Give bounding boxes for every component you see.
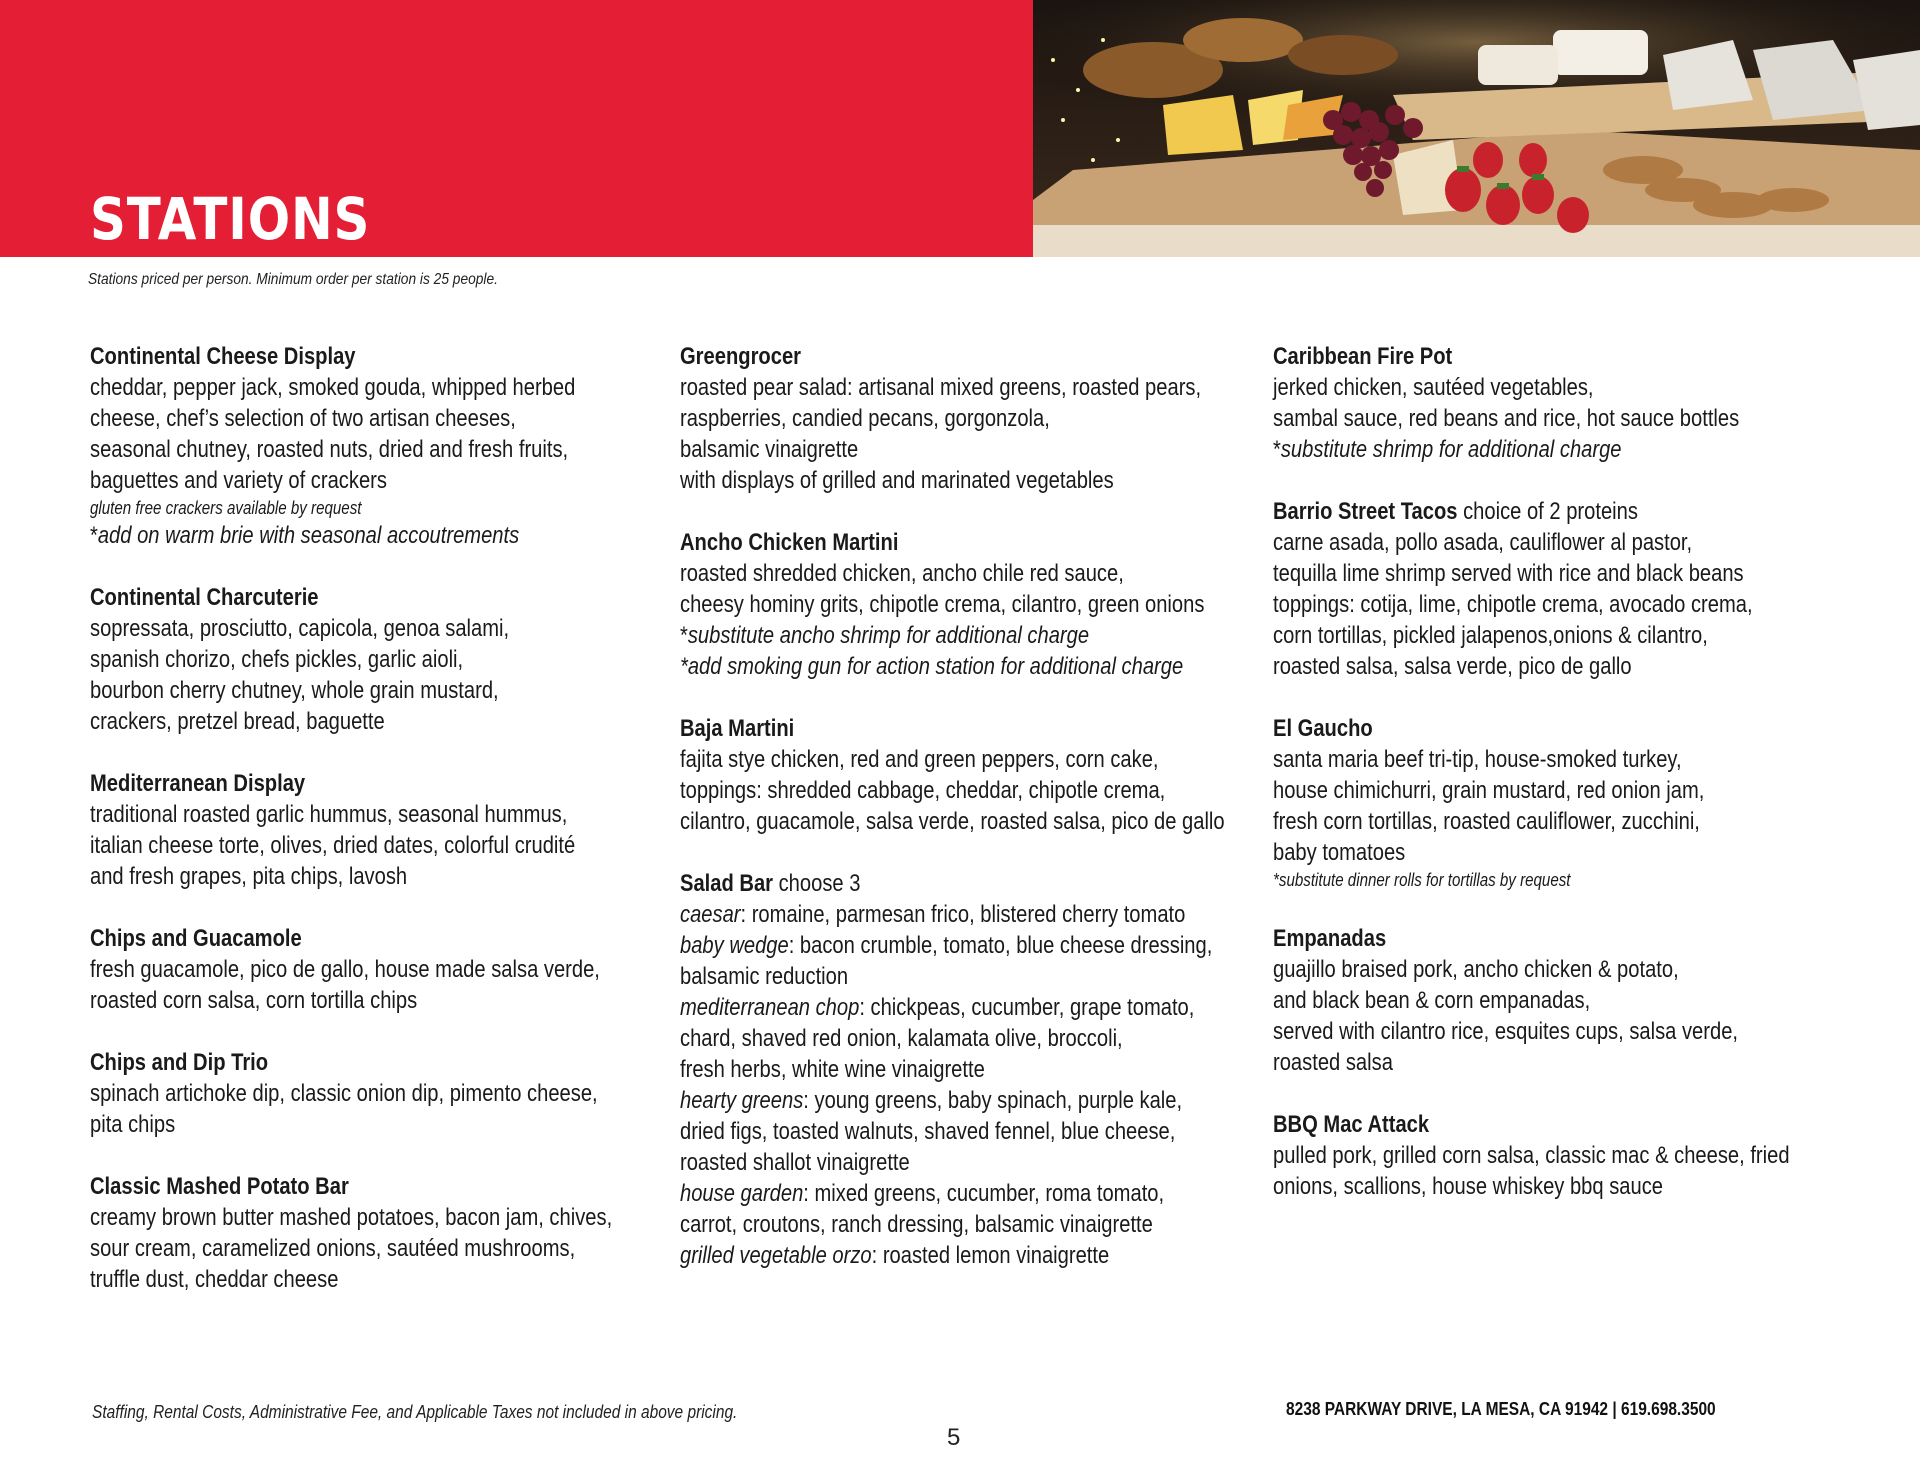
station-line: house chimichurri, grain mustard, red onion jam,	[1273, 777, 1705, 804]
station-title: Ancho Chicken Martini	[680, 529, 899, 556]
station-title: Continental Charcuterie	[90, 584, 319, 611]
addon-text: substitute shrimp for additional charge	[1280, 436, 1622, 463]
salad-option	[680, 1240, 1150, 1271]
addon-text: add on warm brie with seasonal accoutrements	[97, 522, 520, 549]
page-number: 5	[947, 1424, 961, 1451]
salad-option	[680, 1085, 1183, 1116]
station-continental-cheese-display	[90, 341, 650, 551]
station-line: pita chips	[90, 1111, 176, 1138]
station-line: baby tomatoes	[1273, 839, 1406, 866]
station-title: Empanadas	[1273, 925, 1387, 952]
pricing-subnote: Stations priced per person. Minimum order per station is 25 people.	[88, 271, 498, 288]
station-title: Chips and Dip Trio	[90, 1049, 269, 1076]
salad-line: dried figs, toasted walnuts, shaved fennel, blue cheese,	[680, 1118, 1176, 1145]
station-line: seasonal chutney, roasted nuts, dried and fresh fruits,	[90, 436, 569, 463]
salad-text: : chickpeas, cucumber, grape tomato,	[859, 994, 1195, 1021]
station-caribbean-fire-pot	[1273, 341, 1833, 465]
station-line: carne asada, pollo asada, cauliflower al pastor,	[1273, 529, 1693, 556]
station-line: pulled pork, grilled corn salsa, classic mac & cheese, fried	[1273, 1142, 1790, 1169]
station-title-suffix: choose 3	[773, 870, 861, 897]
station-line: fresh corn tortillas, roasted cauliflower, zucchini,	[1273, 808, 1700, 835]
salad-line: fresh herbs, white wine vinaigrette	[680, 1056, 985, 1083]
station-title: Salad Bar	[680, 870, 774, 897]
station-title: El Gaucho	[1273, 715, 1373, 742]
station-line: italian cheese torte, olives, dried dates, colorful crudité	[90, 832, 576, 859]
salad-name: hearty greens	[680, 1087, 804, 1114]
salad-text: : roasted lemon vinaigrette	[871, 1242, 1110, 1269]
station-title: Baja Martini	[680, 715, 795, 742]
station-line: sambal sauce, red beans and rice, hot sauce bottles	[1273, 405, 1740, 432]
salad-line: balsamic reduction	[680, 963, 849, 990]
station-line: tequilla lime shrimp served with rice and black beans	[1273, 560, 1744, 587]
station-small-note: *substitute dinner rolls for tortillas by request	[1273, 870, 1571, 890]
station-addon	[1273, 434, 1743, 465]
salad-text: : romaine, parmesan frico, blistered cherry tomato	[740, 901, 1186, 928]
menu-column-2	[680, 341, 1240, 1302]
footer-address: 8238 PARKWAY DRIVE, LA MESA, CA 91942 | 619.698.3500	[1286, 1399, 1716, 1419]
station-line: toppings: shredded cabbage, cheddar, chipotle crema,	[680, 777, 1166, 804]
salad-text: : young greens, baby spinach, purple kale,	[803, 1087, 1183, 1114]
station-title: Mediterranean Display	[90, 770, 306, 797]
station-title: BBQ Mac Attack	[1273, 1111, 1430, 1138]
salad-name: caesar	[680, 901, 741, 928]
footer-pricing-note: Staffing, Rental Costs, Administrative Fee, and Applicable Taxes not included in above pricing.	[92, 1402, 738, 1422]
station-line: onions, scallions, house whiskey bbq sauce	[1273, 1173, 1663, 1200]
station-small-note: gluten free crackers available by request	[90, 498, 362, 518]
station-line: santa maria beef tri-tip, house-smoked turkey,	[1273, 746, 1682, 773]
station-classic-mashed-potato-bar	[90, 1171, 650, 1295]
station-line: toppings: cotija, lime, chipotle crema, avocado crema,	[1273, 591, 1753, 618]
salad-option	[680, 992, 1195, 1023]
station-line: bourbon cherry chutney, whole grain mustard,	[90, 677, 499, 704]
station-line: truffle dust, cheddar cheese	[90, 1266, 339, 1293]
station-title: Greengrocer	[680, 343, 802, 370]
salad-option	[680, 1178, 1165, 1209]
station-line: spinach artichoke dip, classic onion dip, pimento cheese,	[90, 1080, 598, 1107]
station-line: roasted corn salsa, corn tortilla chips	[90, 987, 418, 1014]
station-title: Classic Mashed Potato Bar	[90, 1173, 349, 1200]
salad-text: : mixed greens, cucumber, roma tomato,	[803, 1180, 1165, 1207]
station-line: roasted pear salad: artisanal mixed greens, roasted pears,	[680, 374, 1202, 401]
salad-line: carrot, croutons, ranch dressing, balsamic vinaigrette	[680, 1211, 1153, 1238]
page-title: STATIONS	[90, 185, 371, 253]
station-continental-charcuterie	[90, 582, 650, 737]
station-line: served with cilantro rice, esquites cups, salsa verde,	[1273, 1018, 1739, 1045]
station-mediterranean-display	[90, 768, 650, 892]
station-title: Caribbean Fire Pot	[1273, 343, 1453, 370]
station-line: roasted salsa, salsa verde, pico de gallo	[1273, 653, 1632, 680]
station-title-suffix: choice of 2 proteins	[1457, 498, 1638, 525]
station-line: corn tortillas, pickled jalapenos,onions & cilantro,	[1273, 622, 1708, 649]
station-salad-bar	[680, 868, 1240, 1271]
station-title: Chips and Guacamole	[90, 925, 302, 952]
addon-prefix: *	[680, 622, 688, 649]
station-addon	[680, 620, 1150, 651]
salad-option	[680, 930, 1213, 961]
station-line: and fresh grapes, pita chips, lavosh	[90, 863, 408, 890]
station-barrio-street-tacos	[1273, 496, 1833, 682]
station-line: crackers, pretzel bread, baguette	[90, 708, 385, 735]
station-line: cheesy hominy grits, chipotle crema, cilantro, green onions	[680, 591, 1205, 618]
station-line: guajillo braised pork, ancho chicken & potato,	[1273, 956, 1679, 983]
station-line: roasted salsa	[1273, 1049, 1393, 1076]
station-line: traditional roasted garlic hummus, seasonal hummus,	[90, 801, 568, 828]
station-addon	[90, 520, 560, 551]
station-title: Barrio Street Tacos	[1273, 498, 1458, 525]
station-chips-and-dip-trio	[90, 1047, 650, 1140]
salad-line: chard, shaved red onion, kalamata olive, broccoli,	[680, 1025, 1123, 1052]
station-line: sopressata, prosciutto, capicola, genoa salami,	[90, 615, 510, 642]
station-baja-martini	[680, 713, 1240, 837]
station-line: raspberries, candied pecans, gorgonzola,	[680, 405, 1050, 432]
addon-prefix: *	[90, 522, 98, 549]
addon-prefix: *	[1273, 436, 1281, 463]
station-line: jerked chicken, sautéed vegetables,	[1273, 374, 1594, 401]
station-title-row	[1273, 496, 1743, 527]
salad-name: mediterranean chop	[680, 994, 860, 1021]
station-line: and black bean & corn empanadas,	[1273, 987, 1591, 1014]
station-line: sour cream, caramelized onions, sautéed mushrooms,	[90, 1235, 576, 1262]
station-line: fajita stye chicken, red and green peppers, corn cake,	[680, 746, 1159, 773]
station-title-row	[680, 868, 1150, 899]
salad-option	[680, 899, 1186, 930]
station-title: Continental Cheese Display	[90, 343, 356, 370]
station-line: roasted shredded chicken, ancho chile red sauce,	[680, 560, 1124, 587]
station-bbq-mac-attack	[1273, 1109, 1833, 1202]
station-el-gaucho	[1273, 713, 1833, 892]
salad-text: : bacon crumble, tomato, blue cheese dressing,	[788, 932, 1213, 959]
salad-name: grilled vegetable orzo	[680, 1242, 872, 1269]
station-line: cilantro, guacamole, salsa verde, roasted salsa, pico de gallo	[680, 808, 1225, 835]
salad-name: house garden	[680, 1180, 804, 1207]
station-line: cheese, chef’s selection of two artisan cheeses,	[90, 405, 516, 432]
station-line: spanish chorizo, chefs pickles, garlic aioli,	[90, 646, 464, 673]
station-line: creamy brown butter mashed potatoes, bacon jam, chives,	[90, 1204, 613, 1231]
station-line: fresh guacamole, pico de gallo, house made salsa verde,	[90, 956, 600, 983]
station-line: baguettes and variety of crackers	[90, 467, 387, 494]
station-line: with displays of grilled and marinated vegetables	[680, 467, 1114, 494]
addon-text: substitute ancho shrimp for additional charge	[687, 622, 1090, 649]
salad-line: roasted shallot vinaigrette	[680, 1149, 910, 1176]
station-greengrocer	[680, 341, 1240, 496]
menu-column-1	[90, 341, 650, 1326]
station-chips-and-guacamole	[90, 923, 650, 1016]
station-line: balsamic vinaigrette	[680, 436, 859, 463]
station-empanadas	[1273, 923, 1833, 1078]
station-ancho-chicken-martini	[680, 527, 1240, 682]
station-line: cheddar, pepper jack, smoked gouda, whipped herbed	[90, 374, 576, 401]
station-addon-2: *add smoking gun for action station for additional charge	[680, 653, 1184, 680]
salad-name: baby wedge	[680, 932, 789, 959]
charcuterie-photo	[1033, 0, 1920, 257]
menu-column-3	[1273, 341, 1833, 1233]
